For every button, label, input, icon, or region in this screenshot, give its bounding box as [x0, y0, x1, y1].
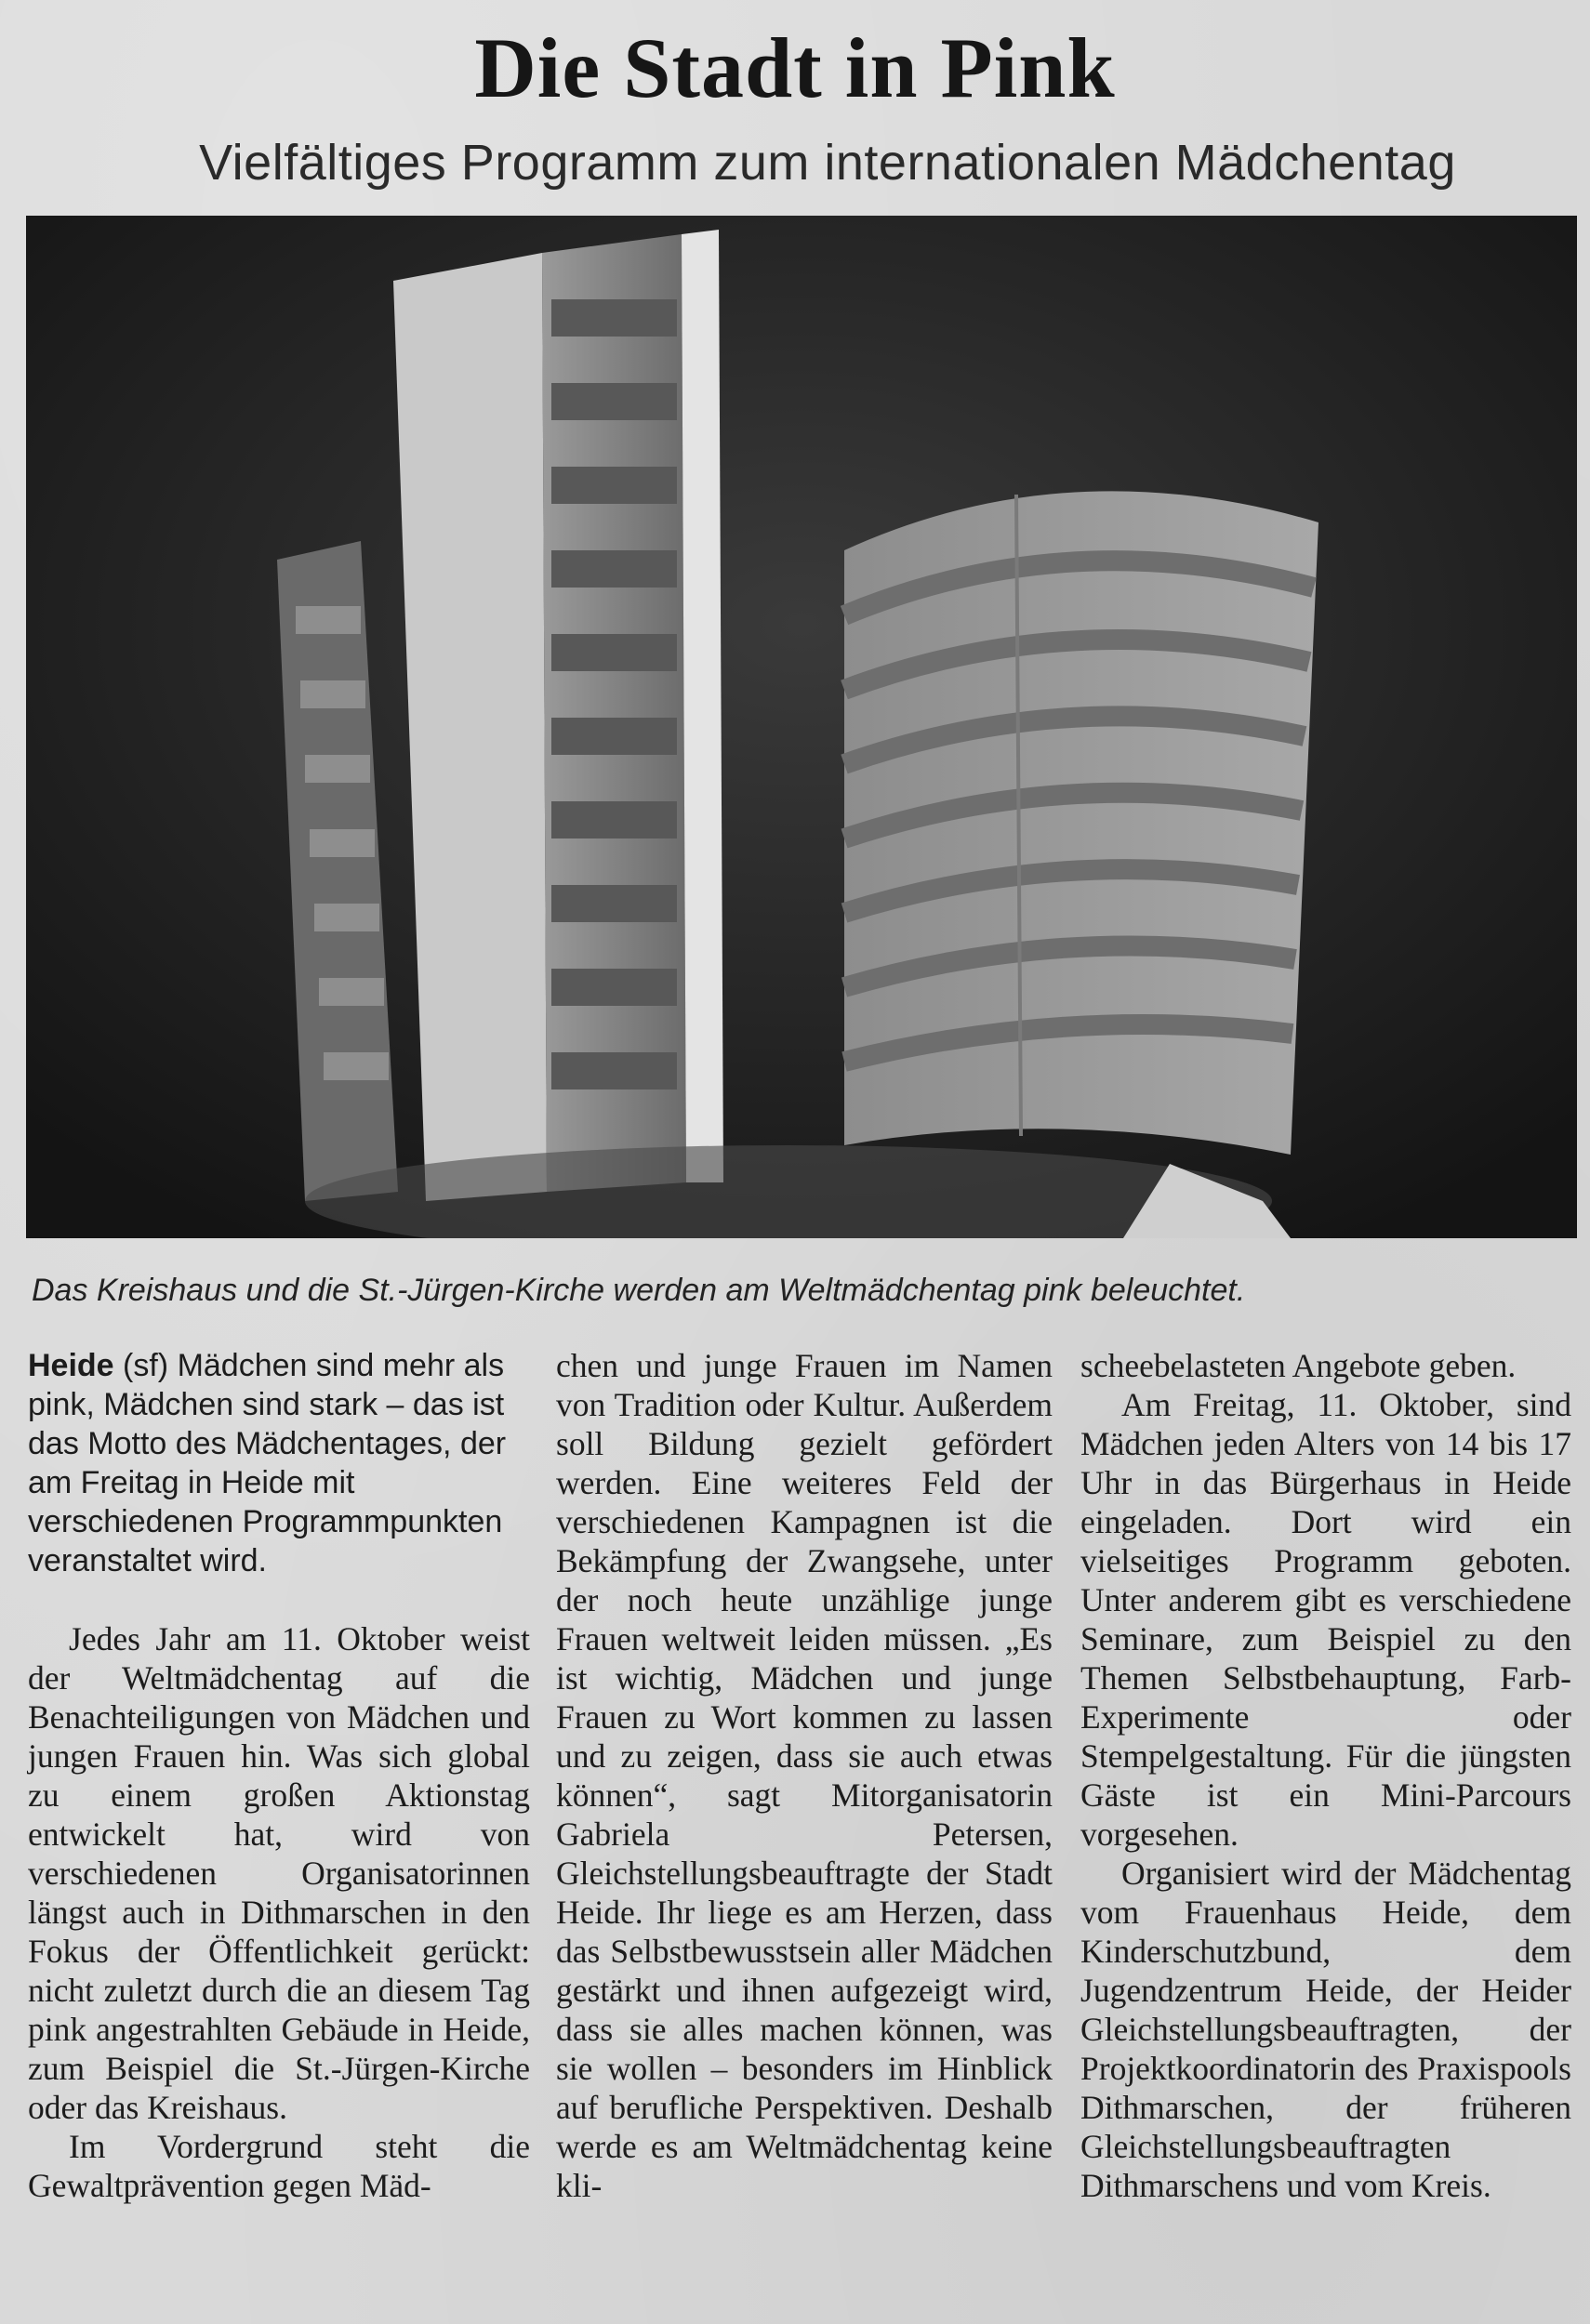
- headline: Die Stadt in Pink: [474, 20, 1116, 115]
- kreishaus-photo: [26, 216, 1577, 1238]
- body-paragraph: Im Vordergrund steht die Gewaltprävention gegen Mäd-: [28, 2128, 530, 2204]
- lead-text: (sf) Mädchen sind mehr als pink, Mädchen sind stark – das ist das Motto des Mädchentages, der am Freitag in Heide mit verschiedenen Programmpunkten veranstaltet wird.: [28, 1348, 507, 1578]
- body-paragraph: scheebelasteten Angebote geben.: [1080, 1347, 1517, 1384]
- lead-paragraph: [28, 1346, 530, 1580]
- article-column-3: [1080, 1346, 1571, 2205]
- subheadline: Vielfältiges Programm zum internationalen Mädchentag: [199, 135, 1456, 191]
- body-paragraph: Jedes Jahr am 11. Oktober weist der Weltmädchentag auf die Benachteiligungen von Mädchen und jungen Frauen hin. Was sich global zu einem großen Aktionstag entwickelt hat, wird von verschiedenen Organisatorinnen längst auch in Dithmarschen in den Fokus der Öffentlichkeit gerückt: nicht zuletzt durch die an diesem Tag pink angestrahlten Gebäude in Heide, zum Beispiel die St.-Jürgen-Kirche oder das Kreishaus.: [28, 1620, 530, 2126]
- dateline: Heide: [28, 1348, 114, 1383]
- article-photo: [26, 216, 1577, 1238]
- photo-caption: Das Kreishaus und die St.-Jürgen-Kirche werden am Weltmädchentag pink beleuchtet.: [32, 1273, 1246, 1308]
- article-column-2: [556, 1346, 1053, 2205]
- body-paragraph: Am Freitag, 11. Oktober, sind Mädchen jeden Alters von 14 bis 17 Uhr in das Bürgerhaus in Heide eingeladen. Dort wird ein vielseitiges Programm geboten. Unter anderem gibt es verschiedene Seminare, zum Beispiel zu den Themen Selbstbehauptung, Farb-Experimente oder Stempelgestaltung. Für die jüngsten Gäste ist ein Mini-Parcours vorgesehen.: [1080, 1386, 1571, 1853]
- body-paragraph: Organisiert wird der Mädchentag vom Frauenhaus Heide, dem Kinderschutzbund, dem Jugendzentrum Heide, der Heider Gleichstellungsbeauftragten, der Projektkoordinatorin des Praxispools Dithmarschen, der früheren Gleichstellungsbeauftragten Dithmarschens und vom Kreis.: [1080, 1855, 1571, 2204]
- article-column-1: [28, 1346, 530, 2205]
- body-paragraph: chen und junge Frauen im Namen von Tradition oder Kultur. Außerdem soll Bildung gezielt gefördert werden. Eine weiteres Feld der verschiedenen Kampagnen ist die Bekämpfung der Zwangsehe, unter der noch heute unzählige junge Frauen weltweit leiden müssen. „Es ist wichtig, Mädchen und junge Frauen zu Wort kommen zu lassen und zu zeigen, dass sie auch etwas können“, sagt Mitorganisatorin Gabriela Petersen, Gleichstellungsbeauftragte der Stadt Heide. Ihr liege es am Herzen, dass das Selbstbewusstsein aller Mädchen gestärkt und ihnen aufgezeigt wird, dass sie alles machen können, was sie wollen – besonders im Hinblick auf berufliche Perspektiven. Deshalb werde es am Weltmädchentag keine kli-: [556, 1347, 1053, 2204]
